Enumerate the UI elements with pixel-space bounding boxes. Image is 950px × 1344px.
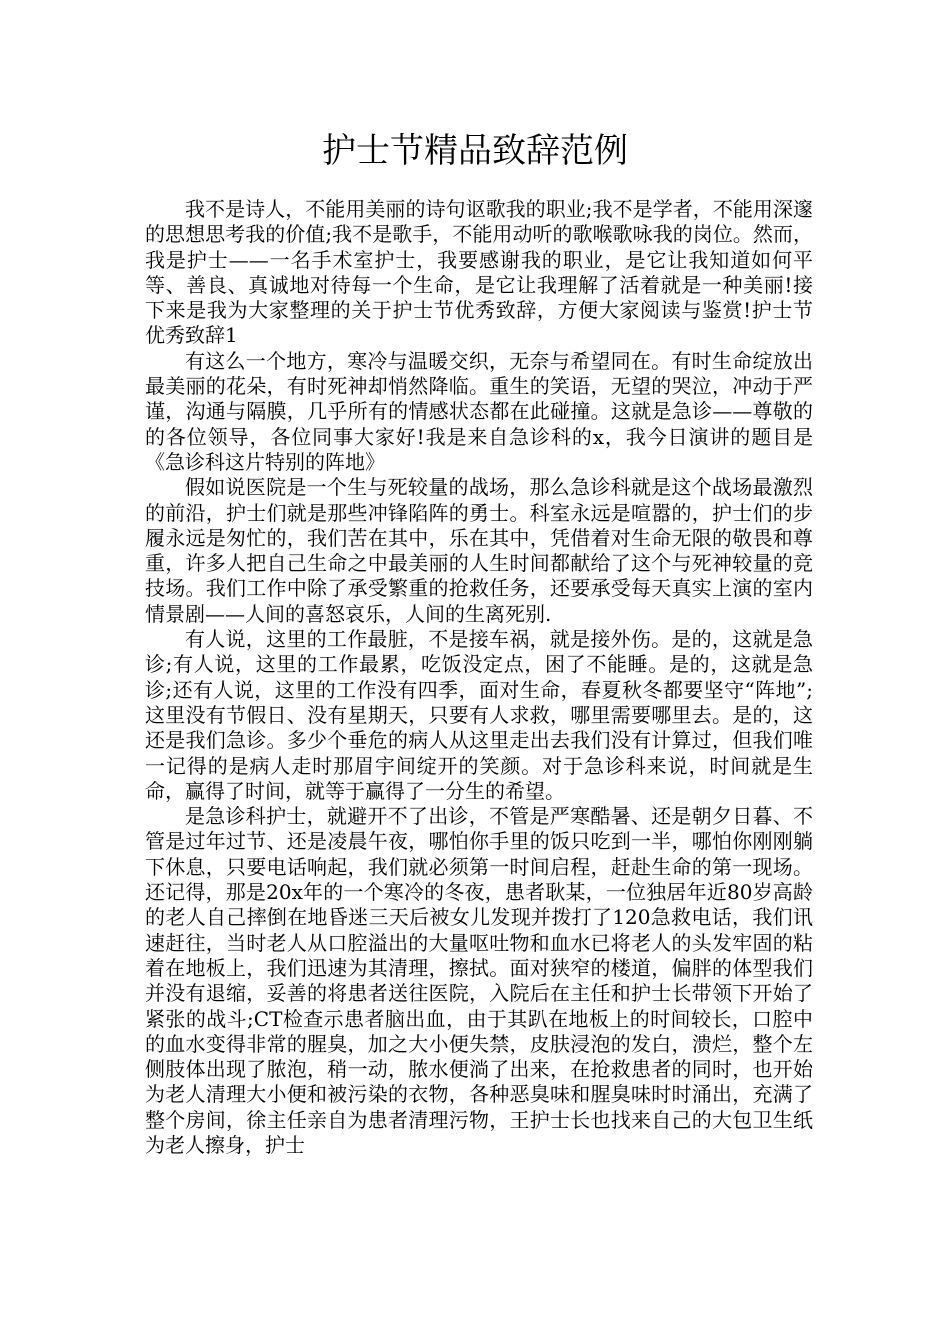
paragraph-people-say: 有人说，这里的工作最脏，不是接车祸，就是接外伤。是的，这就是急诊;有人说，这里的工作最累，吃饭没定点，困了不能睡。是的，这就是急诊;还有人说，这里的工作没有四季，面对生命，春夏秋冬都要坚守“阵地”;这里没有节假日、没有星期天，只要有人求救，哪里需要哪里去。是的，这还是我们急诊。多少个垂危的病人从这里走出去我们没有计算过，但我们唯一记得的是病人走时那眉宇间绽开的笑颜。对于急诊科来说，时间就是生命，赢得了时间，就等于赢得了一分生的希望。 (145, 627, 813, 803)
document-body (145, 197, 813, 1158)
paragraph-intro: 我不是诗人，不能用美丽的诗句讴歌我的职业;我不是学者，不能用深邃的思想思考我的价值;我不是歌手，不能用动听的歌喉歌咏我的岗位。然而，我是护士——一名手术室护士，我要感谢我的职业，是它让我知道如何平等、善良、真诚地对待每一个生命，是它让我理解了活着就是一种美丽!接下来是我为大家整理的关于护士节优秀致辞，方便大家阅读与鉴赏!护士节优秀致辞1 (145, 197, 813, 348)
document-title: 护士节精品致辞范例 (322, 131, 628, 171)
paragraph-emergency-place: 有这么一个地方，寒冷与温暖交织，无奈与希望同在。有时生命绽放出最美丽的花朵，有时死神却悄然降临。重生的笑语，无望的哭泣，冲动于严谨，沟通与隔膜，几乎所有的情感状态都在此碰撞。这就是急诊——尊敬的的各位领导，各位同事大家好!我是来自急诊科的x，我今日演讲的题目是《急诊科这片特别的阵地》 (145, 348, 813, 474)
paragraph-battlefield: 假如说医院是一个生与死较量的战场，那么急诊科就是这个战场最激烈的前沿，护士们就是那些冲锋陷阵的勇士。科室永远是喧嚣的，护士们的步履永远是匆忙的，我们苦在其中，乐在其中，凭借着对生命无限的敬畏和尊重，许多人把自己生命之中最美丽的人生时间都献给了这个与死神较量的竞技场。我们工作中除了承受繁重的抢救任务，还要承受每天真实上演的室内情景剧——人间的喜怒哀乐，人间的生离死别. (145, 475, 813, 626)
paragraph-winter-night-case: 是急诊科护士，就避开不了出诊，不管是严寒酷暑、还是朝夕日暮、不管是过年过节、还是凌晨午夜，哪怕你手里的饭只吃到一半，哪怕你刚刚躺下休息，只要电话响起，我们就必须第一时间启程，赶赴生命的第一现场。还记得，那是20x年的一个寒冷的冬夜，患者耿某，一位独居年近80岁高龄的老人自己摔倒在地昏迷三天后被女儿发现并拨打了120急救电话，我们讯速赶往，当时老人从口腔溢出的大量呕吐物和血水已将老人的头发牢固的粘着在地板上，我们迅速为其清理，擦拭。面对狭窄的楼道，偏胖的体型我们并没有退缩，妥善的将患者送往医院，入院后在主任和护士长带领下开始了紧张的战斗;CT检查示患者脑出血，由于其趴在地板上的时间较长，口腔中的血水变得非常的腥臭，加之大小便失禁，皮肤浸泡的发白，溃烂，整个左侧肢体出现了脓泡，稍一动，脓水便淌了出来，在抢救患者的同时，也开始为老人清理大小便和被污染的衣物，各种恶臭味和腥臭味时时涌出，充满了整个房间，徐主任亲自为患者清理污物，王护士长也找来自己的大包卫生纸为老人擦身，护士 (145, 804, 813, 1157)
